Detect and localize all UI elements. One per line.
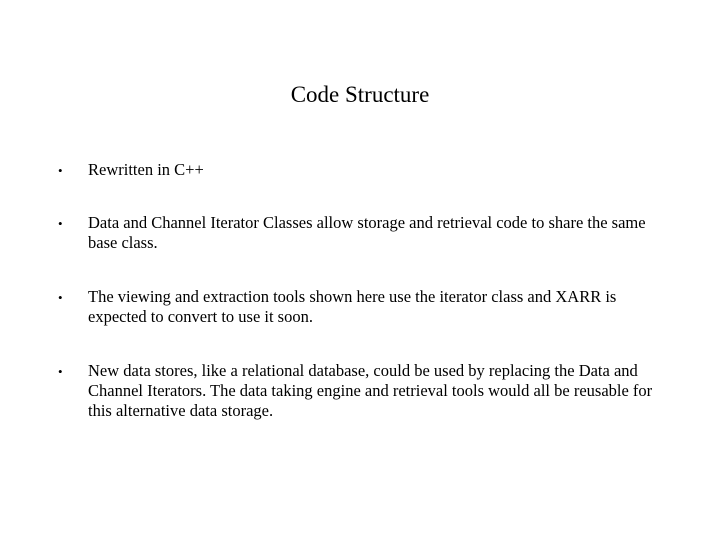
bullet-text: New data stores, like a relational database, could be used by replacing the Data and Channel Iterators. The data taking engine and retrieval tools would all be reusable for this alternative data storage. [88, 361, 653, 420]
bullet-marker: • [58, 216, 63, 231]
bullet-marker: • [58, 290, 63, 305]
bullet-marker: • [58, 163, 63, 178]
list-item [0, 361, 720, 421]
list-item [0, 287, 720, 327]
bullet-list [0, 160, 720, 421]
bullet-text: Rewritten in C++ [88, 160, 204, 179]
bullet-text: Data and Channel Iterator Classes allow storage and retrieval code to share the same base class. [88, 213, 646, 252]
list-item [0, 213, 720, 253]
slide-title: Code Structure [290, 82, 430, 107]
list-item [0, 160, 720, 180]
bullet-text: The viewing and extraction tools shown here use the iterator class and XARR is expected to convert to use it soon. [88, 287, 617, 326]
bullet-marker: • [58, 364, 63, 379]
